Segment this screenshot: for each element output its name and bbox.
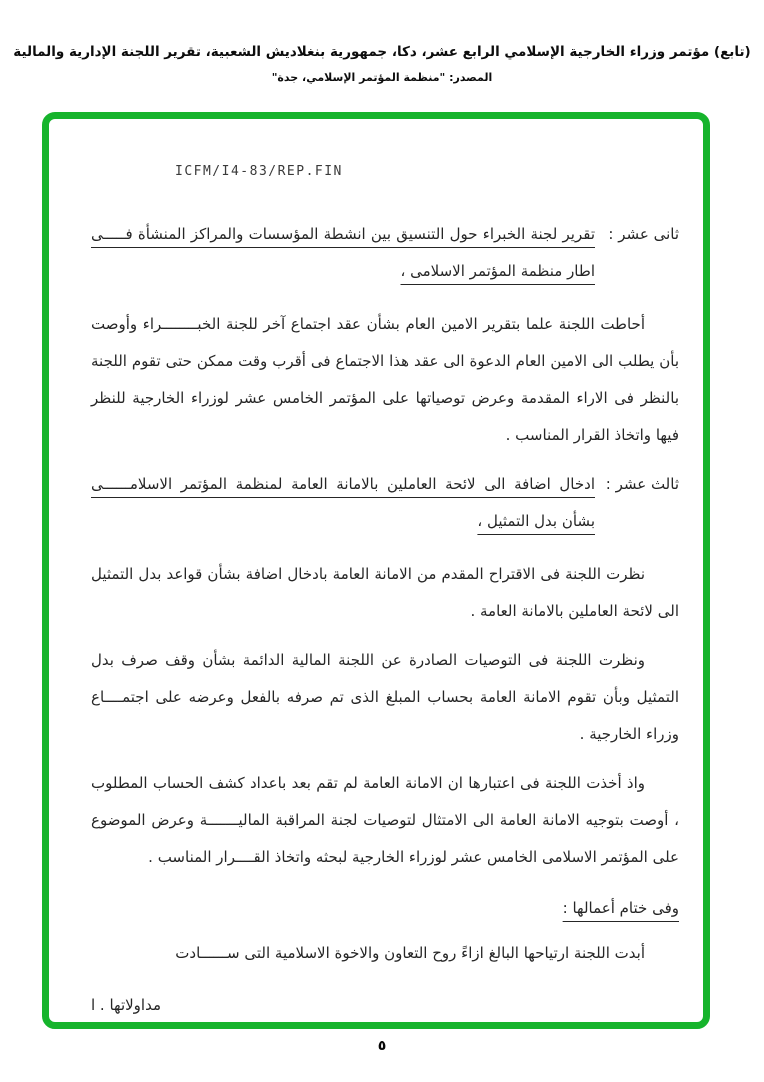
document-header-title: (تابع) مؤتمر وزراء الخارجية الإسلامي الرابع عشر، دكا، جمهورية بنغلاديش الشعبية، تقرير اللجنة الإدارية والمالية	[13, 44, 751, 60]
paragraph-experts-committee: أحاطت اللجنة علما بتقرير الامين العام بشأن عقد اجتماع آخر للجنة الخبــــــــراء وأوصت بأن يطلب الى الامين العام الدعوة الى عقد هذا الاجتماع فى أقرب وقت ممكن حتى تقوم اللجنة بالنظر فى الاراء المقدمة وعرض توصياتها على المؤتمر الخامس عشر لوزراء الخارجية للنظر فيها واتخاذ القرار المناسب .	[91, 315, 679, 444]
closing-paragraph: أبدت اللجنة ارتياحها البالغ ازاءً روح التعاون والاخوة الاسلامية التى ســــــادت	[175, 944, 645, 962]
document-frame	[42, 112, 710, 1029]
document-content	[49, 119, 703, 1022]
paragraph-staff-regulations-proposal: نظرت اللجنة فى الاقتراح المقدم من الامانة العامة بادخال اضافة بشأن قواعد بدل التمثيل الى لائحة العاملين بالامانة العامة .	[91, 565, 679, 620]
closing-paragraph-last-line: مداولاتها . ا	[91, 996, 162, 1014]
section-label-thirteenth: ثالث عشر :	[605, 475, 679, 493]
section-heading-thirteenth	[91, 466, 679, 540]
document-reference-number: ICFM/I4-83/REP.FIN	[175, 164, 343, 179]
closing-heading	[91, 890, 679, 927]
section-label-twelfth: ثانى عشر :	[608, 225, 679, 243]
page-header	[0, 44, 764, 84]
section-heading-twelfth	[91, 216, 679, 290]
section-title-thirteenth: ادخال اضافة الى لائحة العاملين بالامانة العامة لمنظمة المؤتمر الاسلامــــــى بشأن بدل التمثيل ،	[91, 475, 595, 530]
document-source-line: المصدر: "منظمة المؤتمر الإسلامي، جدة"	[271, 71, 493, 84]
section-title-twelfth: تقرير لجنة الخبراء حول التنسيق بين انشطة المؤسسات والمراكز المنشأة فـــــى اطار منظمة المؤتمر الاسلامى ،	[91, 225, 595, 280]
paragraph-account-statement: واذ أخذت اللجنة فى اعتبارها ان الامانة العامة لم تقم بعد باعداد كشف الحساب المطلوب ، أوصت بتوجيه الامانة العامة الى الامتثال لتوصيات لجنة المراقبة الماليـــــــة وعرض الموضوع على المؤتمر الاسلامى الخامس عشر لوزراء الخارجية لبحثه واتخاذ القــــرار المناسب .	[91, 774, 679, 866]
closing-heading-text: وفى ختام أعمالها :	[562, 899, 679, 917]
page-number: ٥	[377, 1038, 387, 1054]
paragraph-finance-committee-recommendations: ونظرت اللجنة فى التوصيات الصادرة عن اللجنة المالية الدائمة بشأن وقف صرف بدل التمثيل وبأن تقوم الامانة العامة بحساب المبلغ الذى تم صرفه بالفعل وعرضه على اجتمــــاع وزراء الخارجية .	[91, 651, 679, 743]
